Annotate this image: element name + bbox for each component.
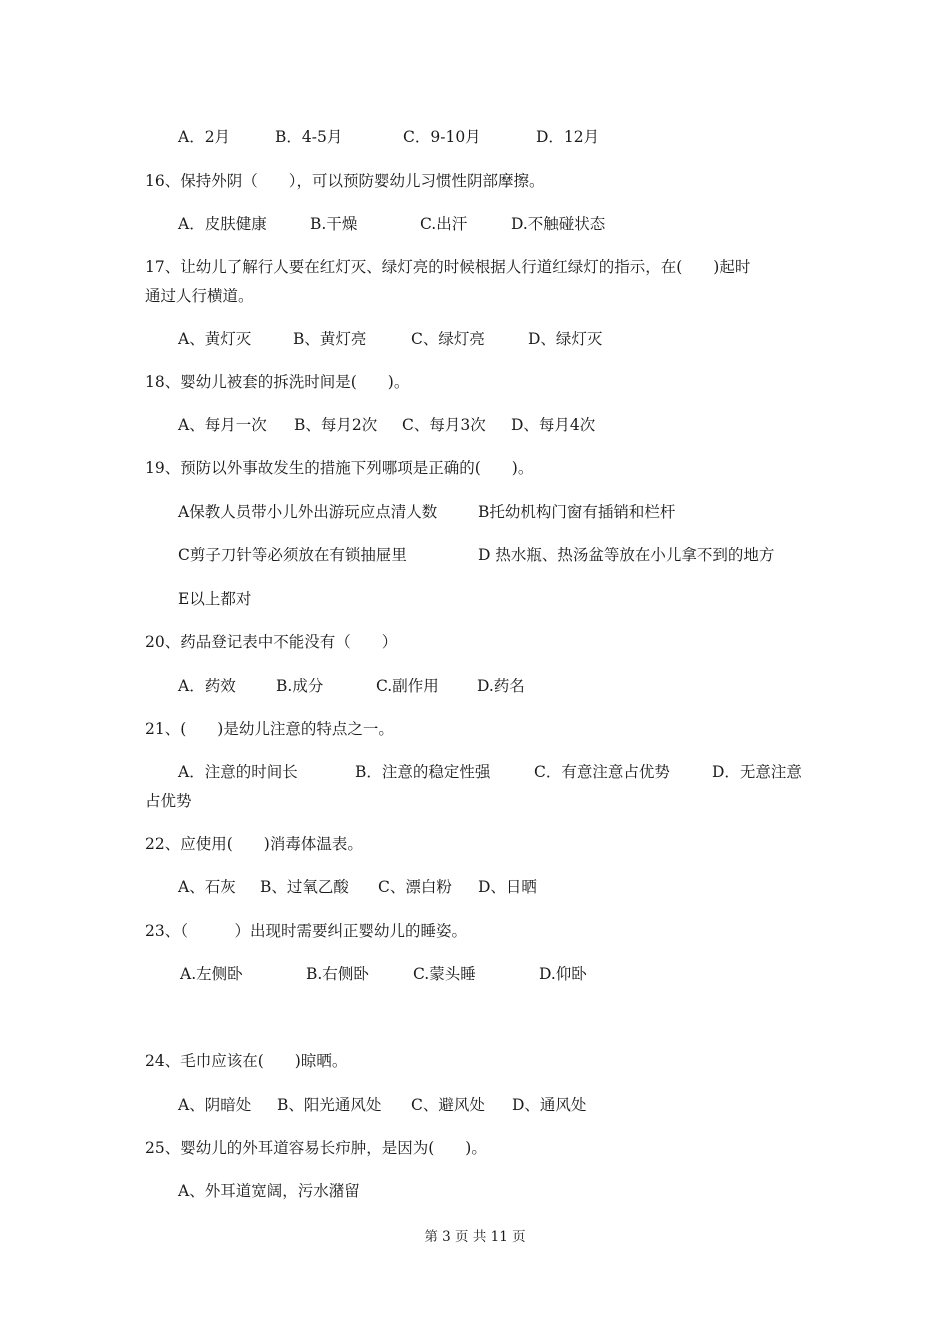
- q17-option-c: C、绿灯亮: [411, 330, 485, 348]
- q22-option-a: A、石灰: [178, 878, 236, 896]
- q22-option-c: C、漂白粉: [378, 878, 452, 896]
- q24-option-c: C、避风处: [411, 1096, 485, 1114]
- q16-option-a: A．皮肤健康: [178, 215, 267, 233]
- q16-option-b: B.干燥: [310, 215, 358, 233]
- q15-option-d: D．12月: [536, 128, 600, 146]
- q17-option-b: B、黄灯亮: [293, 330, 367, 348]
- q21-option-a: A．注意的时间长: [178, 763, 298, 781]
- q25-stem: 25、婴幼儿的外耳道容易长疖肿，是因为( )。: [145, 1139, 487, 1157]
- q21-option-c: C．有意注意占优势: [534, 763, 670, 781]
- q23-option-b: B.右侧卧: [306, 965, 369, 983]
- q18-option-b: B、每月2次: [294, 416, 378, 434]
- q16-option-c: C.出汗: [420, 215, 468, 233]
- q19-stem: 19、预防以外事故发生的措施下列哪项是正确的( )。: [145, 459, 534, 477]
- q23-option-c: C.蒙头睡: [413, 965, 476, 983]
- q15-option-b: B．4-5月: [275, 128, 343, 146]
- q19-option-e: E以上都对: [178, 590, 252, 608]
- q17-stem-line2: 通过人行横道。: [145, 287, 254, 305]
- q18-option-a: A、每月一次: [178, 416, 267, 434]
- q19-option-b: B托幼机构门窗有插销和栏杆: [478, 503, 676, 521]
- q16-stem: 16、保持外阴（ ），可以预防婴幼儿习惯性阴部摩擦。: [145, 172, 545, 190]
- q15-option-a: A．2月: [178, 128, 231, 146]
- q17-stem-line1: 17、让幼儿了解行人要在红灯灭、绿灯亮的时候根据人行道红绿灯的指示，在( )起时: [145, 258, 751, 276]
- q23-option-a: A.左侧卧: [180, 965, 243, 983]
- q17-option-a: A、黄灯灭: [178, 330, 252, 348]
- q20-option-c: C.副作用: [376, 677, 439, 695]
- q22-stem: 22、应使用( )消毒体温表。: [145, 835, 363, 853]
- q24-option-b: B、阳光通风处: [277, 1096, 382, 1114]
- q19-option-c: C剪子刀针等必须放在有锁抽屉里: [178, 546, 407, 564]
- q21-option-b: B．注意的稳定性强: [355, 763, 491, 781]
- q18-option-d: D、每月4次: [511, 416, 596, 434]
- q19-option-a: A保教人员带小儿外出游玩应点清人数: [178, 503, 438, 521]
- q24-stem: 24、毛巾应该在( )晾晒。: [145, 1052, 348, 1070]
- q20-option-d: D.药名: [477, 677, 525, 695]
- q21-option-d-wrap: 占优势: [145, 792, 192, 810]
- q24-option-a: A、阴暗处: [178, 1096, 252, 1114]
- q23-stem: 23、（ ）出现时需要纠正婴幼儿的睡姿。: [145, 922, 467, 940]
- q25-option-a: A、外耳道宽阔，污水潴留: [178, 1182, 360, 1200]
- q20-option-a: A．药效: [178, 677, 236, 695]
- q17-option-d: D、绿灯灭: [528, 330, 603, 348]
- q22-option-b: B、过氧乙酸: [260, 878, 349, 896]
- q21-stem: 21、( )是幼儿注意的特点之一。: [145, 720, 394, 738]
- q20-option-b: B.成分: [276, 677, 324, 695]
- q21-option-d: D．无意注意: [712, 763, 802, 781]
- q24-option-d: D、通风处: [512, 1096, 587, 1114]
- q20-stem: 20、药品登记表中不能没有（ ）: [145, 633, 398, 651]
- q18-stem: 18、婴幼儿被套的拆洗时间是( )。: [145, 373, 410, 391]
- q19-option-d: D 热水瓶、热汤盆等放在小儿拿不到的地方: [478, 546, 775, 564]
- q23-option-d: D.仰卧: [539, 965, 587, 983]
- q16-option-d: D.不触碰状态: [511, 215, 606, 233]
- q18-option-c: C、每月3次: [402, 416, 486, 434]
- page-footer: 第 3 页 共 11 页: [424, 1229, 526, 1245]
- q22-option-d: D、日晒: [478, 878, 537, 896]
- q15-option-c: C．9-10月: [403, 128, 481, 146]
